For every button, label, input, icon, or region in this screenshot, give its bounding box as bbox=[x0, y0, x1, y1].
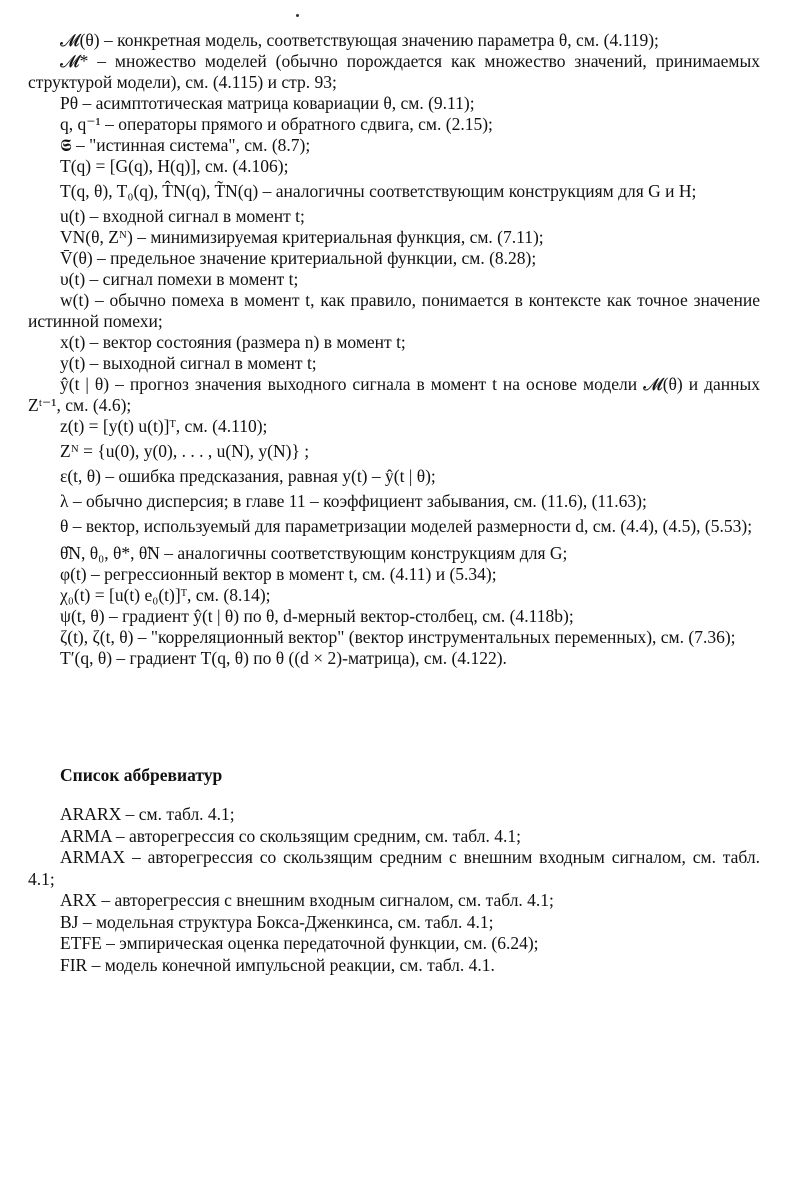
abbreviations-list bbox=[28, 804, 760, 976]
notation-entry: z(t) = [y(t) u(t)]ᵀ, см. (4.110); bbox=[60, 416, 268, 436]
notation-entry: Pθ – асимптотическая матрица ковариации θ, см. (9.11); bbox=[60, 93, 475, 113]
notation-entry: T(q) = [G(q), H(q)], см. (4.106); bbox=[60, 156, 289, 176]
notation-entry: T(q, θ), T₀(q), T̂N(q), T̃N(q) – аналогичны соответствующим конструкциям для G и H; bbox=[60, 181, 697, 201]
notation-entry: w(t) – обычно помеха в момент t, как правило, понимается в контексте как точное значение истинной помехи; bbox=[28, 290, 760, 331]
abbreviation-entry: ARMA – авторегрессия со скользящим средним, см. табл. 4.1; bbox=[60, 825, 521, 846]
abbreviation-entry: ARX – авторегрессия с внешним входным сигналом, см. табл. 4.1; bbox=[60, 890, 554, 910]
notation-entry: 𝓜* – множество моделей (обычно порождается как множество значений, принимаемых структурой модели), см. (4.115) и стр. 93; bbox=[28, 51, 760, 92]
notation-entry: υ(t) – сигнал помехи в момент t; bbox=[60, 269, 299, 289]
notation-entry: λ – обычно дисперсия; в главе 11 – коэффициент забывания, см. (11.6), (11.63); bbox=[60, 491, 647, 511]
notation-entry: ψ(t, θ) – градиент ŷ(t | θ) по θ, d-мерный вектор-столбец, см. (4.118b); bbox=[60, 606, 574, 626]
abbreviation-entry: ETFE – эмпирическая оценка передаточной функции, см. (6.24); bbox=[60, 933, 539, 953]
notation-entry: T′(q, θ) – градиент T(q, θ) по θ ((d × 2)-матрица), см. (4.122). bbox=[60, 648, 507, 668]
notation-entry: V̄(θ) – предельное значение критериальной функции, см. (8.28); bbox=[60, 248, 537, 268]
notation-entry: Zᴺ = {u(0), y(0), . . . , u(N), y(N)} ; bbox=[60, 441, 310, 461]
print-speck bbox=[296, 14, 299, 17]
notation-entry: ε(t, θ) – ошибка предсказания, равная y(t) – ŷ(t | θ); bbox=[60, 466, 436, 486]
abbreviation-entry: ARARX – см. табл. 4.1; bbox=[60, 804, 235, 824]
notation-entry: θ – вектор, используемый для параметризации моделей размерности d, см. (4.4), (4.5), (5.53); bbox=[60, 516, 753, 536]
notation-entry: y(t) – выходной сигнал в момент t; bbox=[60, 353, 317, 373]
notation-entry: 𝕾 – "истинная система", см. (8.7); bbox=[60, 135, 311, 155]
notation-entry: θ̂N, θ₀, θ*, θ̃N – аналогичны соответствующим конструкциям для G; bbox=[60, 543, 568, 563]
notation-entry: 𝓜(θ) – конкретная модель, соответствующая значению параметра θ, см. (4.119); bbox=[60, 30, 659, 50]
notation-entry: χ₀(t) = [u(t) e₀(t)]ᵀ, см. (8.14); bbox=[60, 585, 271, 605]
notation-entry: u(t) – входной сигнал в момент t; bbox=[60, 206, 305, 226]
notation-entry: ŷ(t | θ) – прогноз значения выходного сигнала в момент t на основе модели 𝓜(θ) и данных Zᵗ⁻¹, см. (4.6); bbox=[28, 374, 760, 415]
notation-list bbox=[28, 30, 760, 669]
notation-entry: x(t) – вектор состояния (размера n) в момент t; bbox=[60, 332, 406, 352]
abbreviation-entry: ARMAX – авторегрессия со скользящим средним с внешним входным сигналом, см. табл. 4.1; bbox=[28, 847, 760, 889]
notation-entry: ζ(t), ζ(t, θ) – "корреляционный вектор" (вектор инструментальных переменных), см. (7.36); bbox=[60, 627, 736, 647]
abbreviation-entry: FIR – модель конечной импульсной реакции, см. табл. 4.1. bbox=[60, 954, 495, 975]
notation-entry: q, q⁻¹ – операторы прямого и обратного сдвига, см. (2.15); bbox=[60, 114, 493, 134]
notation-entry: φ(t) – регрессионный вектор в момент t, см. (4.11) и (5.34); bbox=[60, 564, 497, 584]
abbreviation-entry: BJ – модельная структура Бокса-Дженкинса, см. табл. 4.1; bbox=[60, 911, 494, 932]
abbreviations-heading: Список аббревиатур bbox=[60, 765, 223, 785]
notation-entry: VN(θ, Zᴺ) – минимизируемая критериальная функция, см. (7.11); bbox=[60, 227, 544, 247]
